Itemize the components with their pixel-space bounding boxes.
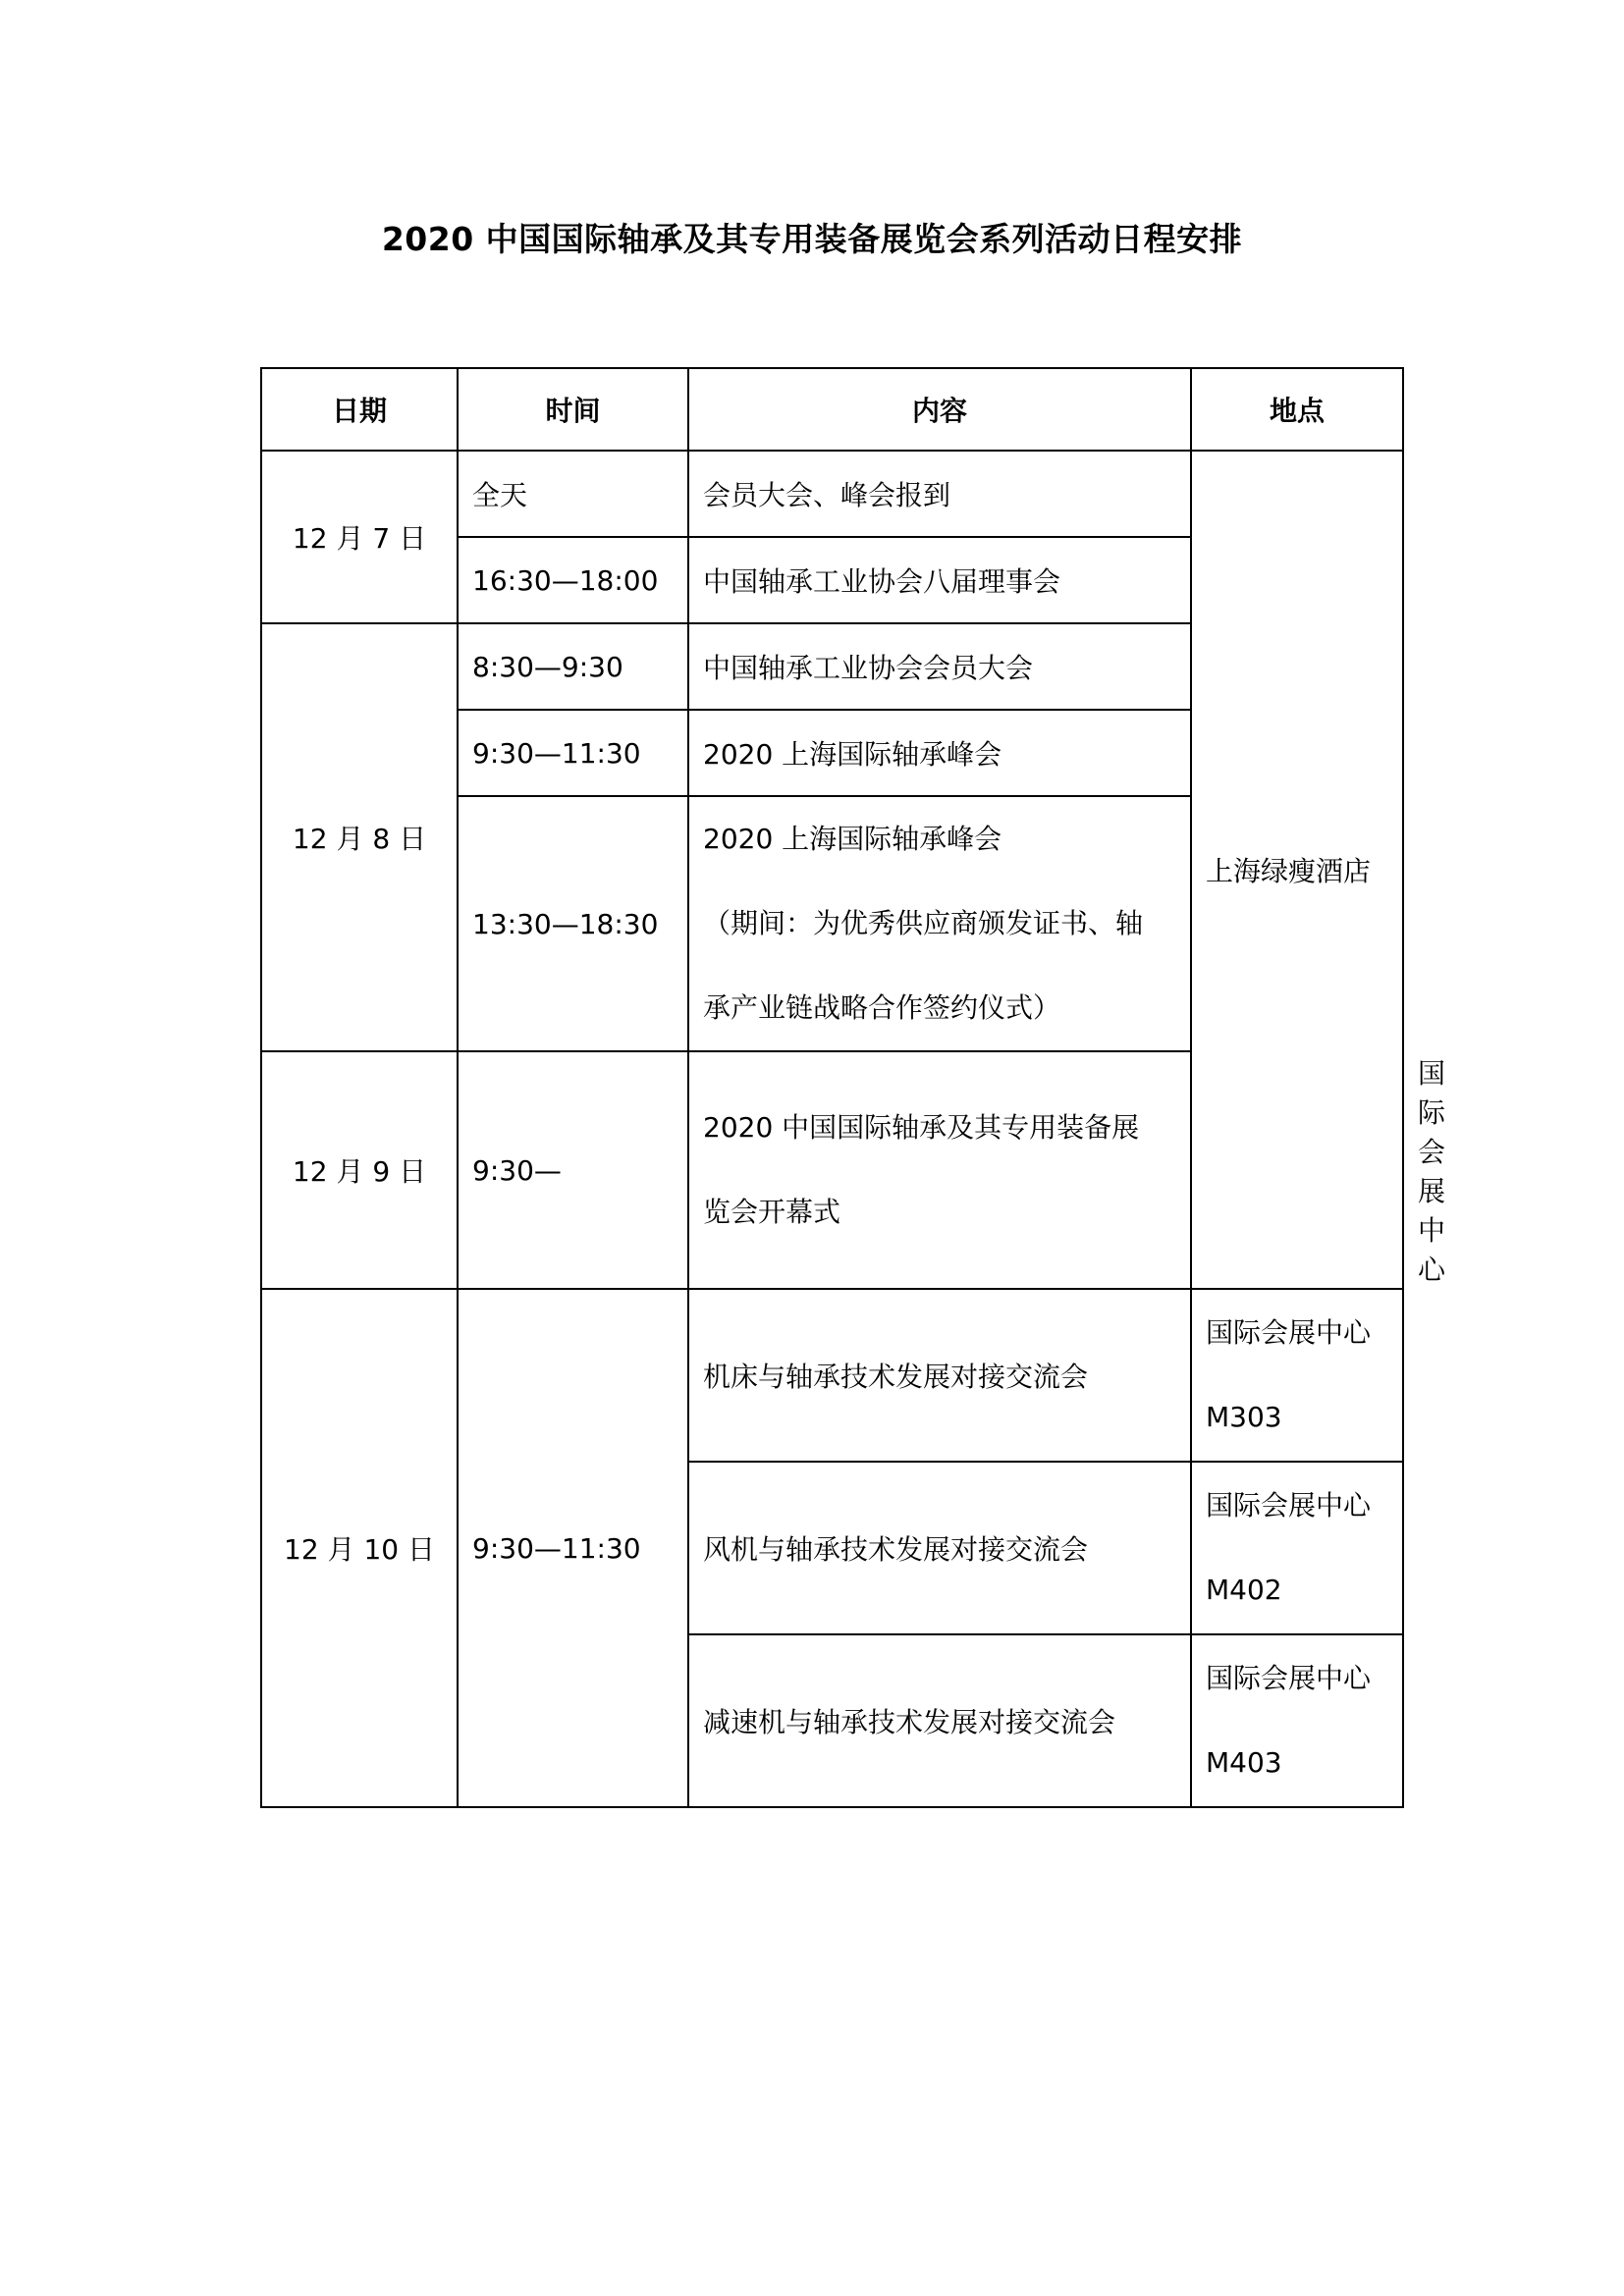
content-cell: 中国轴承工业协会会员大会 (688, 623, 1191, 710)
venue-cell (1191, 1289, 1403, 1462)
time-cell: 13:30—18:30 (458, 796, 688, 1051)
content-line: 览会开幕式 (703, 1196, 841, 1228)
venue-line: 国际会展中心 (1206, 1662, 1372, 1694)
date-cell: 12 月 8 日 (261, 623, 458, 1051)
table-row (261, 1289, 1403, 1462)
page-title: 2020 中国国际轴承及其专用装备展览会系列活动日程安排 (381, 220, 1243, 258)
date-cell: 12 月 9 日 (261, 1051, 458, 1289)
header-date: 日期 (261, 368, 458, 451)
content-cell: 中国轴承工业协会八届理事会 (688, 537, 1191, 623)
time-cell: 8:30—9:30 (458, 623, 688, 710)
date-cell: 12 月 10 日 (261, 1289, 458, 1807)
header-content: 内容 (688, 368, 1191, 451)
time-cell: 9:30—11:30 (458, 1289, 688, 1807)
content-cell (688, 796, 1191, 1051)
content-line: 2020 上海国际轴承峰会 (703, 823, 1002, 855)
content-cell: 会员大会、峰会报到 (688, 451, 1191, 537)
content-cell: 风机与轴承技术发展对接交流会 (688, 1462, 1191, 1634)
table-header-row (261, 368, 1403, 451)
venue-line: M402 (1206, 1574, 1282, 1606)
table-row (261, 451, 1403, 537)
schedule-table (260, 367, 1446, 1808)
header-venue: 地点 (1191, 368, 1403, 451)
time-cell: 9:30— (458, 1051, 688, 1289)
table-row: 12 月 9 日 9:30— 2020 中国国际轴承及其专用装备展 览会开幕式 国际会展中心 (261, 1051, 1403, 1289)
content-cell: 2020 上海国际轴承峰会 (688, 710, 1191, 796)
header-time: 时间 (458, 368, 688, 451)
venue-cell (1191, 1462, 1403, 1634)
venue-cell: 上海绿瘦酒店 (1191, 451, 1403, 1289)
content-cell (688, 1051, 1191, 1289)
venue-line: 国际会展中心 (1206, 1316, 1372, 1349)
venue-cell (1191, 1634, 1403, 1807)
content-cell: 机床与轴承技术发展对接交流会 (688, 1289, 1191, 1462)
date-cell: 12 月 7 日 (261, 451, 458, 623)
content-cell: 减速机与轴承技术发展对接交流会 (688, 1634, 1191, 1807)
time-cell: 全天 (458, 451, 688, 537)
content-line: （期间：为优秀供应商颁发证书、轴 (703, 907, 1144, 939)
venue-line: M303 (1206, 1401, 1282, 1433)
time-cell: 16:30—18:00 (458, 537, 688, 623)
content-line: 承产业链战略合作签约仪式） (703, 991, 1061, 1024)
time-cell: 9:30—11:30 (458, 710, 688, 796)
venue-line: 国际会展中心 (1206, 1489, 1372, 1522)
venue-line: M403 (1206, 1746, 1282, 1779)
content-line: 2020 中国国际轴承及其专用装备展 (703, 1111, 1140, 1144)
